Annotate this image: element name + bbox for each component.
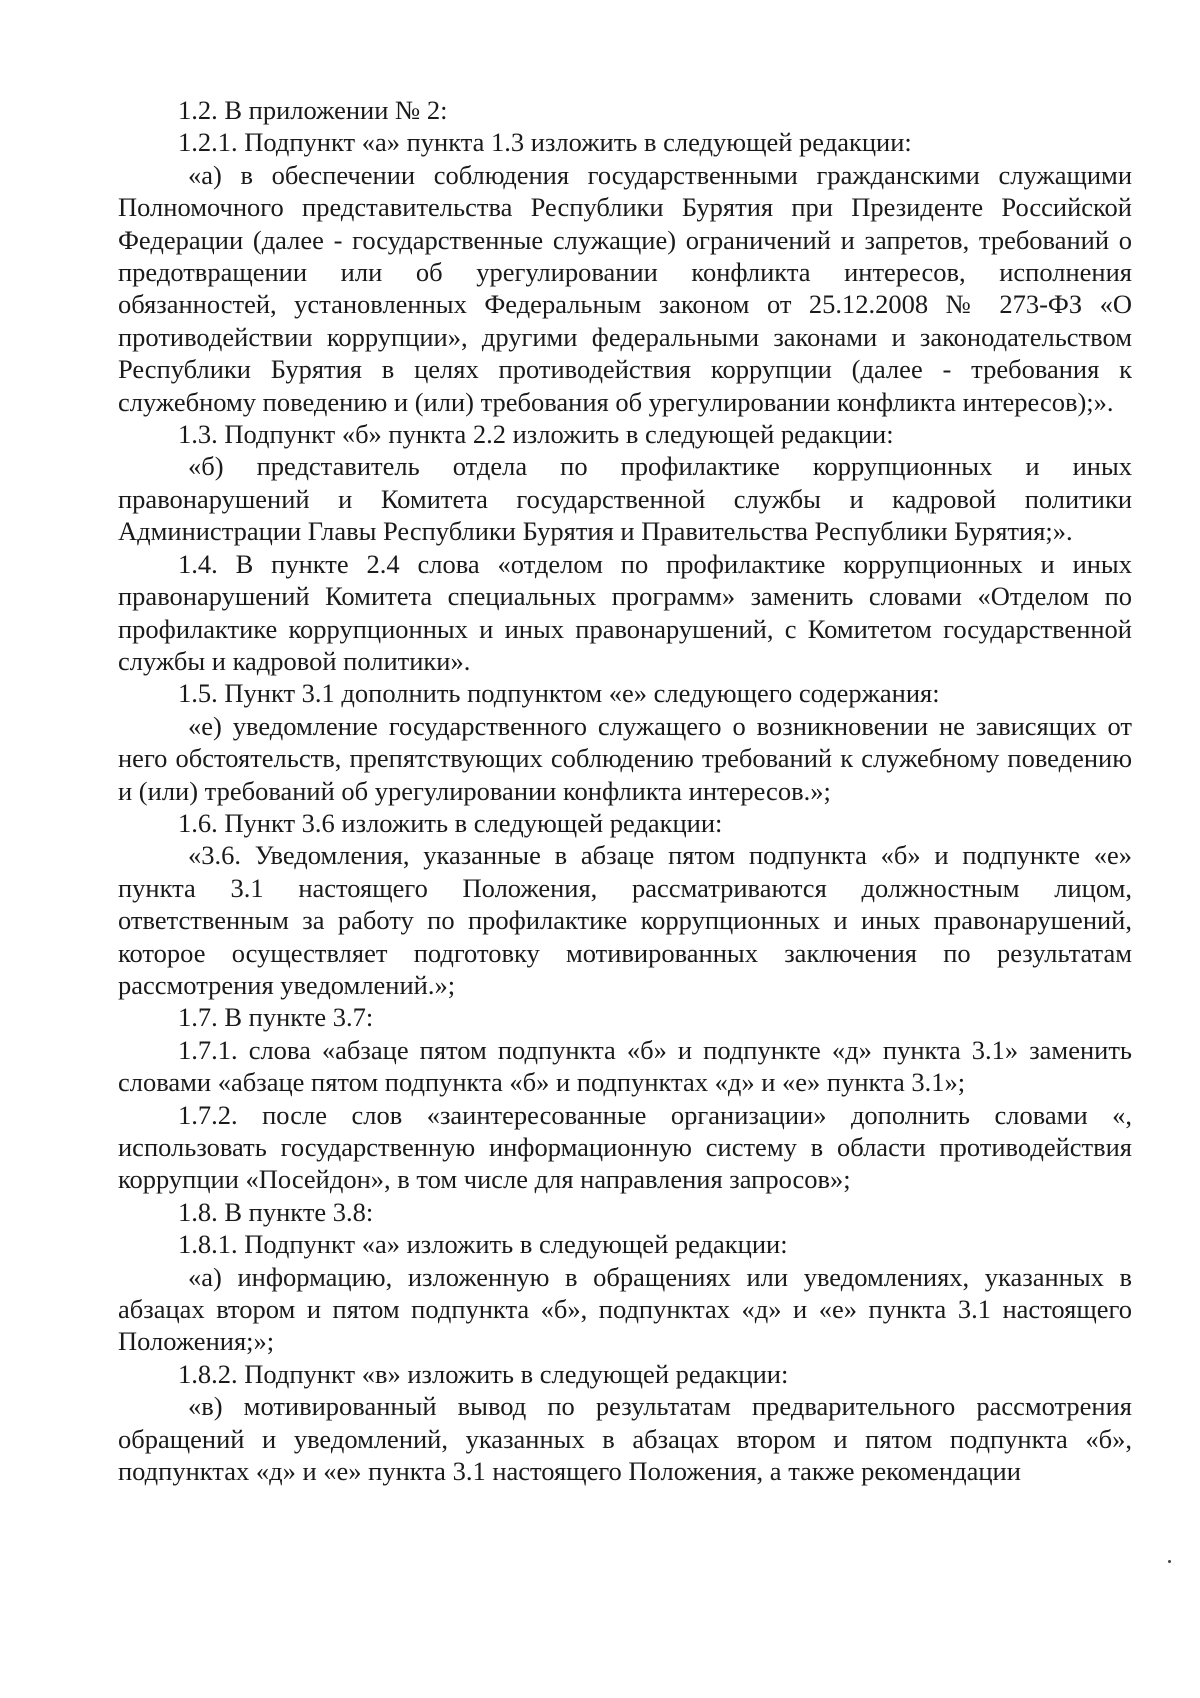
- paragraph-1-2-1: 1.2.1. Подпункт «а» пункта 1.3 изложить в следующей редакции:: [178, 127, 912, 158]
- paragraph-quote-3-6: «3.6. Уведомления, указанные в абзаце пятом подпункта «б» и подпункте «е» пункта 3.1 настоящего Положения, рассматриваются должностным лицом, ответственным за работу по профилактике коррупционных и иных правонарушений, которое осуществляет подготовку мотивированных заключения по результатам рассмотрения уведомлений.»;: [118, 840, 1132, 1000]
- paragraph-1-5: 1.5. Пункт 3.1 дополнить подпунктом «е» следующего содержания:: [178, 678, 940, 709]
- paragraph-1-7-2: 1.7.2. после слов «заинтересованные организации» дополнить словами «, использовать государственную информационную систему в области противодействия коррупции «Посейдон», в том числе для направления запросов»;: [118, 1099, 1132, 1195]
- paragraph-1-4: 1.4. В пункте 2.4 слова «отделом по профилактике коррупционных и иных правонарушений Комитета специальных программ» заменить словами «Отделом по профилактике коррупционных и иных правонарушений, с Комитетом государственной службы и кадровой политики».: [118, 548, 1132, 676]
- paragraph-1-7: 1.7. В пункте 3.7:: [178, 1002, 374, 1033]
- paragraph-quote-a: «а) в обеспечении соблюдения государственными гражданскими служащими Полномочного представительства Республики Бурятия при Президенте Российской Федерации (далее - государственные служащие) ограничений и запретов, требований о предотвращении или об урегулировании конфликта интересов, исполнения обязанностей, установленных Федеральным законом от 25.12.2008 № 273-ФЗ «О противодействии коррупции», другими федеральными законами и законодательством Республики Бурятия в целях противодействия коррупции (далее - требования к служебному поведению и (или) требования об урегулировании конфликта интересов);».: [118, 159, 1132, 417]
- scan-speck: [1168, 1560, 1171, 1563]
- paragraph-quote-a2: «а) информацию, изложенную в обращениях или уведомлениях, указанных в абзацах втором и пятом подпункта «б», подпунктах «д» и «е» пункта 3.1 настоящего Положения;»;: [118, 1261, 1132, 1357]
- paragraph-1-8-1: 1.8.1. Подпункт «а» изложить в следующей редакции:: [178, 1229, 788, 1260]
- paragraph-1-6: 1.6. Пункт 3.6 изложить в следующей редакции:: [178, 807, 723, 838]
- paragraph-1-7-1: 1.7.1. слова «абзаце пятом подпункта «б» и подпункте «д» пункта 3.1» заменить словами «абзаце пятом подпункта «б» и подпунктах «д» и «е» пункта 3.1»;: [118, 1034, 1132, 1098]
- paragraph-quote-v: «в) мотивированный вывод по результатам предварительного рассмотрения обращений и уведомлений, указанных в абзацах втором и пятом подпункта «б», подпунктах «д» и «е» пункта 3.1 настоящего Положения, а также рекомендации: [118, 1391, 1132, 1487]
- document-body: [118, 94, 1132, 1487]
- paragraph-1-8: 1.8. В пункте 3.8:: [178, 1196, 374, 1227]
- paragraph-1-3: 1.3. Подпункт «б» пункта 2.2 изложить в следующей редакции:: [178, 419, 894, 450]
- paragraph-quote-b: «б) представитель отдела по профилактике коррупционных и иных правонарушений и Комитета государственной службы и кадровой политики Администрации Главы Республики Бурятия и Правительства Республики Бурятия;».: [118, 451, 1132, 547]
- paragraph-1-8-2: 1.8.2. Подпункт «в» изложить в следующей редакции:: [178, 1358, 789, 1389]
- paragraph-quote-e: «е) уведомление государственного служащего о возникновении не зависящих от него обстоятельств, препятствующих соблюдению требований к служебному поведению и (или) требований об урегулировании конфликта интересов.»;: [118, 710, 1132, 806]
- paragraph-1-2: 1.2. В приложении № 2:: [178, 95, 448, 125]
